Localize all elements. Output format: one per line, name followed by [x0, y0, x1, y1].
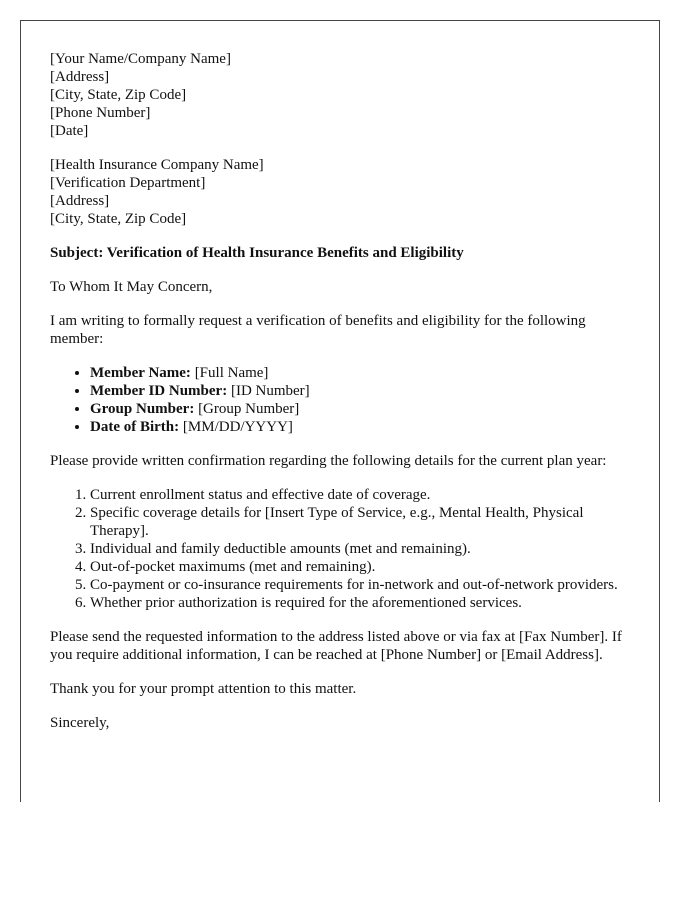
date-of-birth-label: Date of Birth:	[90, 419, 180, 435]
member-id-label: Member ID Number:	[90, 383, 228, 399]
subject-line	[50, 244, 640, 262]
closing: Sincerely,	[50, 715, 110, 731]
send-instructions-paragraph: Please send the requested information to the address listed above or via fax at [Fax Number]. If you require additional information, I can be reached at [Phone Number] or [Email Address].	[50, 629, 622, 663]
list-item	[90, 400, 640, 418]
list-item: 2. Specific coverage details for [Insert Type of Service, e.g., Mental Health, Physical Therapy].	[90, 504, 640, 540]
recipient-city-state-zip: [City, State, Zip Code]	[50, 211, 187, 227]
group-number-value: [Group Number]	[194, 401, 300, 417]
recipient-company: [Health Insurance Company Name]	[50, 157, 264, 173]
salutation: To Whom It May Concern,	[50, 279, 213, 295]
sender-block	[50, 50, 640, 140]
sender-date: [Date]	[50, 123, 89, 139]
member-name-value: [Full Name]	[190, 365, 269, 381]
sender-phone: [Phone Number]	[50, 105, 151, 121]
thanks-paragraph: Thank you for your prompt attention to this matter.	[50, 681, 357, 697]
list-item: 4. Out-of-pocket maximums (met and remaining).	[90, 558, 640, 576]
list-item: 6. Whether prior authorization is required for the aforementioned services.	[90, 594, 640, 612]
request-intro-paragraph: Please provide written confirmation regarding the following details for the current plan year:	[50, 453, 607, 469]
sender-address: [Address]	[50, 69, 110, 85]
list-item: 3. Individual and family deductible amounts (met and remaining).	[90, 540, 640, 558]
sender-name: [Your Name/Company Name]	[50, 51, 231, 67]
subject-text: Subject: Verification of Health Insurance Benefits and Eligibility	[50, 245, 464, 261]
group-number-label: Group Number:	[90, 401, 195, 417]
member-id-value: [ID Number]	[227, 383, 310, 399]
list-item: 1. Current enrollment status and effective date of coverage.	[90, 486, 640, 504]
list-item	[90, 364, 640, 382]
requests-list	[50, 486, 640, 612]
recipient-department: [Verification Department]	[50, 175, 206, 191]
recipient-address: [Address]	[50, 193, 110, 209]
intro-paragraph: I am writing to formally request a verification of benefits and eligibility for the following member:	[50, 313, 586, 347]
letter-page	[20, 20, 660, 802]
letter-body	[50, 50, 640, 748]
list-item	[90, 418, 640, 436]
sender-city-state-zip: [City, State, Zip Code]	[50, 87, 187, 103]
list-item: 5. Co-payment or co-insurance requirements for in-network and out-of-network providers.	[90, 576, 640, 594]
member-details-list	[50, 364, 640, 436]
member-name-label: Member Name:	[90, 365, 191, 381]
list-item	[90, 382, 640, 400]
date-of-birth-value: [MM/DD/YYYY]	[179, 419, 293, 435]
recipient-block	[50, 156, 640, 228]
